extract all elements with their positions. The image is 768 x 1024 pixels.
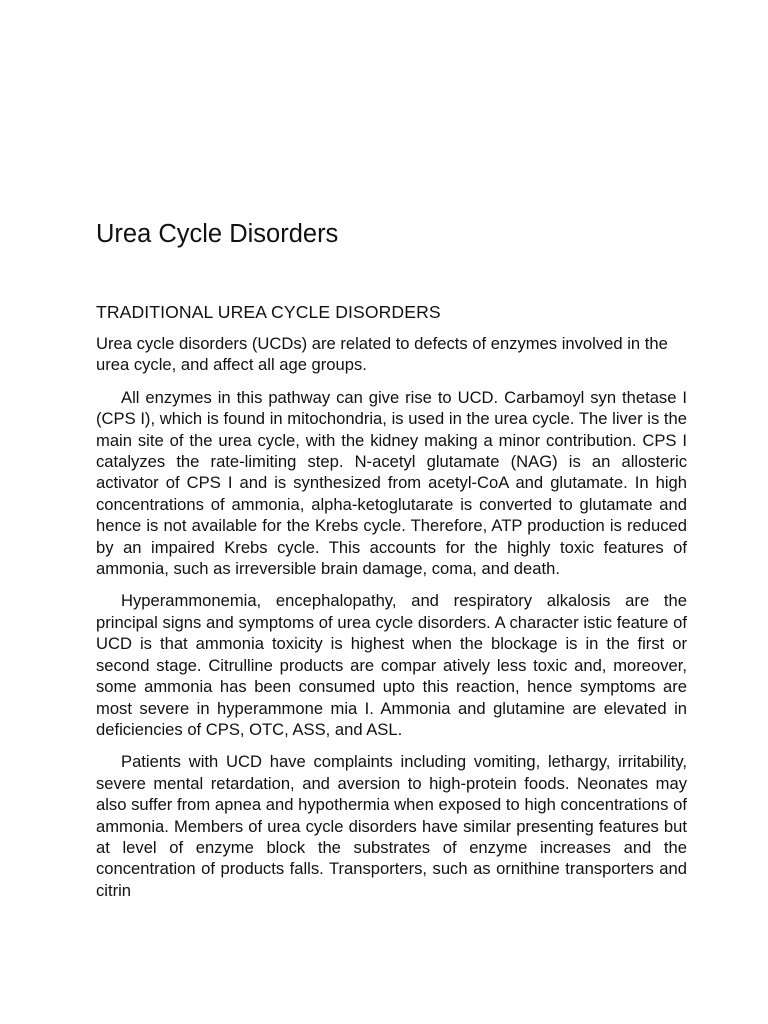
chapter-title: Urea Cycle Disorders	[96, 220, 339, 248]
paragraph-intro: Urea cycle disorders (UCDs) are related to defects of enzymes involved in the urea cycle, and affect all age groups.	[96, 334, 668, 375]
paragraph-complaints: Patients with UCD have complaints including vomiting, lethargy, irritability, severe mental retardation, and aversion to high-protein foods. Neonates may also suffer from apnea and hypothermia when exposed to high concentrations of ammonia. Members of urea cycle disorders have similar presenting features but at level of enzyme block the substrates of enzyme increases and the concentration of products falls. Transporters, such as ornithine transporters and citrin	[96, 752, 687, 900]
paragraph-symptoms: Hyperammonemia, encephalopathy, and respiratory alkalosis are the principal signs and symptoms of urea cycle disorders. A character istic feature of UCD is that ammonia toxicity is highest when the blockage is in the first or second stage. Citrulline products are compar atively less toxic and, moreover, some ammonia has been consumed upto this reaction, hence symptoms are most severe in hyperammone mia I. Ammonia and glutamine are elevated in deficiencies of CPS, OTC, ASS, and ASL.	[96, 591, 687, 739]
paragraph-enzymes: All enzymes in this pathway can give rise to UCD. Carbamoyl syn thetase I (CPS I), which is found in mitochondria, is used in the urea cycle. The liver is the main site of the urea cycle, with the kidney making a minor contribution. CPS I catalyzes the rate-limiting step. N-acetyl glutamate (NAG) is an allosteric activator of CPS I and is synthesized from acetyl-CoA and glutamate. In high concentrations of ammonia, alpha-ketoglutarate is converted to glutamate and hence is not available for the Krebs cycle. Therefore, ATP production is reduced by an impaired Krebs cycle. This accounts for the highly toxic features of ammonia, such as irreversible brain damage, coma, and death.	[96, 387, 687, 579]
section-heading: TRADITIONAL UREA CYCLE DISORDERS	[96, 302, 441, 322]
body-text	[96, 333, 687, 912]
